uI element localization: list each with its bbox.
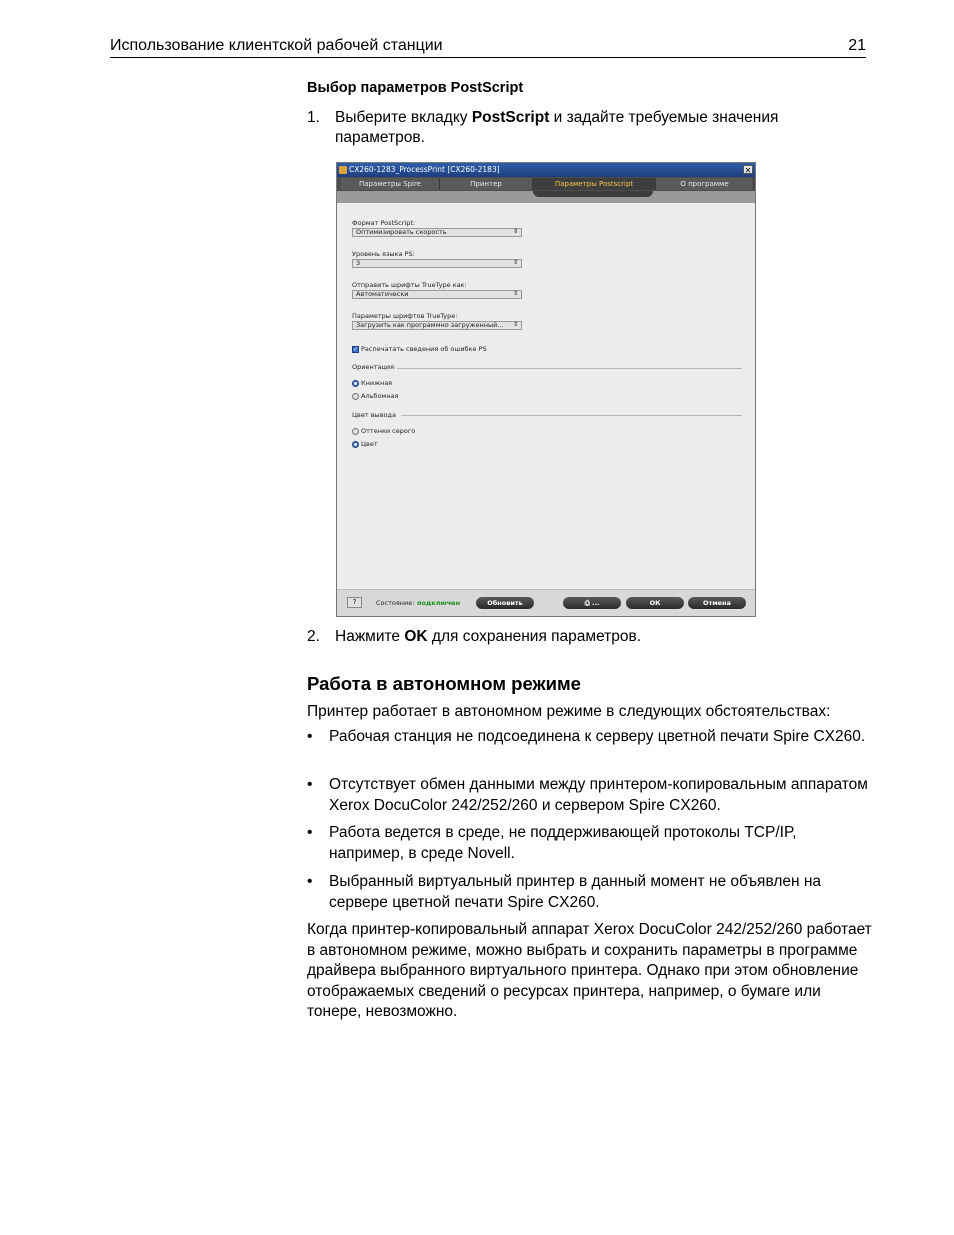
updown-arrows-icon: ⇕ [512, 321, 518, 328]
list-item-text: Рабочая станция не подсоединена к серверу цветной печати Spire CX260. [329, 728, 866, 745]
bullet-icon: • [307, 824, 313, 841]
step-2-text-pre: Нажмите [335, 628, 405, 645]
section-title: Выбор параметров PostScript [307, 80, 524, 96]
step-1-text-post: и задайте требуемые значения параметров. [335, 109, 779, 146]
color-label: Цвет [361, 440, 378, 448]
step-1-number: 1. [307, 109, 320, 126]
grayscale-radio[interactable] [352, 428, 359, 435]
portrait-label: Книжная [361, 379, 393, 387]
print-button[interactable]: ⎙ ... [563, 597, 621, 609]
tab-about[interactable]: О программе [656, 178, 754, 190]
ok-button[interactable]: ОК [626, 597, 684, 609]
ps-language-level-value: 3 [356, 259, 361, 267]
step-1-text-bold: PostScript [471, 109, 550, 126]
cancel-button[interactable]: Отмена [688, 597, 746, 609]
step-2 [307, 627, 867, 649]
help-button[interactable]: ? [347, 597, 362, 608]
tab-underbar [337, 191, 755, 203]
list-item-text: Работа ведется в среде, не поддерживающей протоколы TCP/IP, например, в среде Novell. [329, 824, 797, 862]
tab-spire-settings[interactable]: Параметры Spire [341, 178, 440, 190]
list-item [307, 872, 867, 914]
header-rule [110, 57, 866, 58]
close-icon[interactable]: ✕ [744, 166, 752, 175]
status-value: подключен [417, 599, 461, 607]
portrait-radio[interactable] [352, 380, 359, 387]
ps-language-level-select[interactable] [352, 259, 522, 268]
app-logo-icon [339, 166, 347, 174]
updown-arrows-icon: ⇕ [512, 259, 518, 266]
updown-arrows-icon: ⇕ [512, 290, 518, 297]
dialog-tabs [337, 177, 755, 191]
offline-heading: Работа в автономном режиме [307, 673, 581, 694]
list-item-text: Выбранный виртуальный принтер в данный момент не объявлен на сервере цветной печати Spire CX260. [329, 873, 822, 911]
truetype-send-label: Отправить шрифты TrueType как: [352, 281, 467, 289]
step-1 [307, 108, 867, 150]
dialog-status-bar [337, 589, 755, 616]
dialog-title: CX260-1283_ProcessPrint [CX260-2183] [349, 165, 500, 174]
list-item [307, 727, 867, 769]
landscape-label: Альбомная [361, 392, 399, 400]
bullet-icon: • [307, 873, 313, 890]
output-color-group-line [401, 415, 742, 416]
tab-printer[interactable]: Принтер [440, 178, 533, 190]
bullet-icon: • [307, 728, 313, 745]
color-radio[interactable] [352, 441, 359, 448]
dialog-titlebar [337, 163, 755, 177]
print-ps-errors-checkbox[interactable]: ✓ [353, 346, 359, 353]
postscript-format-label: Формат PostScript: [352, 219, 416, 227]
postscript-format-select[interactable] [352, 228, 522, 237]
truetype-send-select[interactable] [352, 290, 522, 299]
orientation-group-title: Ориентация [352, 363, 395, 371]
print-ps-errors-label: Распечатать сведения об ошибке PS [361, 345, 487, 353]
status-label: Состояние: [376, 599, 415, 607]
running-header-title: Использование клиентской рабочей станции [110, 37, 443, 54]
step-1-text-pre: Выберите вкладку [335, 109, 472, 126]
landscape-radio[interactable] [352, 393, 359, 400]
updown-arrows-icon: ⇕ [512, 228, 518, 235]
step-2-text-bold: OK [404, 628, 428, 645]
list-item [307, 775, 867, 817]
truetype-options-label: Параметры шрифтов TrueType: [352, 312, 458, 320]
list-item [307, 823, 867, 865]
list-item-text: Отсутствует обмен данными между принтером-копировальным аппаратом Xerox DocuColor 242/252/260 и сервером Spire CX260. [329, 776, 868, 814]
output-color-group-title: Цвет вывода [352, 411, 396, 419]
truetype-options-value: Загрузить как программно загруженный... [356, 321, 504, 329]
page-number: 21 [848, 37, 866, 54]
step-1-text [335, 108, 855, 148]
active-tab-indicator [533, 191, 653, 197]
bullet-icon: • [307, 776, 313, 793]
step-2-text-post: для сохранения параметров. [427, 628, 642, 645]
offline-intro: Принтер работает в автономном режиме в следующих обстоятельствах: [307, 703, 831, 720]
orientation-group-line [397, 368, 742, 369]
postscript-settings-dialog [336, 162, 756, 617]
offline-closing-paragraph: Когда принтер-копировальный аппарат Xerox DocuColor 242/252/260 работает в автономном режиме, можно выбрать и сохранить параметры в программе драйвера выбранного виртуального принтера. Однако при этом обновление отображаемых сведений о ресурсах принтера, например, о бумаге или тонере, невозможно. [307, 921, 872, 1020]
step-2-number: 2. [307, 628, 320, 645]
refresh-button[interactable]: Обновить [476, 597, 534, 609]
step-2-text [335, 627, 855, 647]
postscript-format-value: Оптимизировать скорость [356, 228, 447, 236]
grayscale-label: Оттенки серого [361, 427, 416, 435]
truetype-send-value: Автоматически [356, 290, 409, 298]
ps-language-level-label: Уровень языка PS: [352, 250, 415, 258]
truetype-options-select[interactable] [352, 321, 522, 330]
tab-postscript-settings[interactable]: Параметры Postscript [533, 178, 656, 190]
